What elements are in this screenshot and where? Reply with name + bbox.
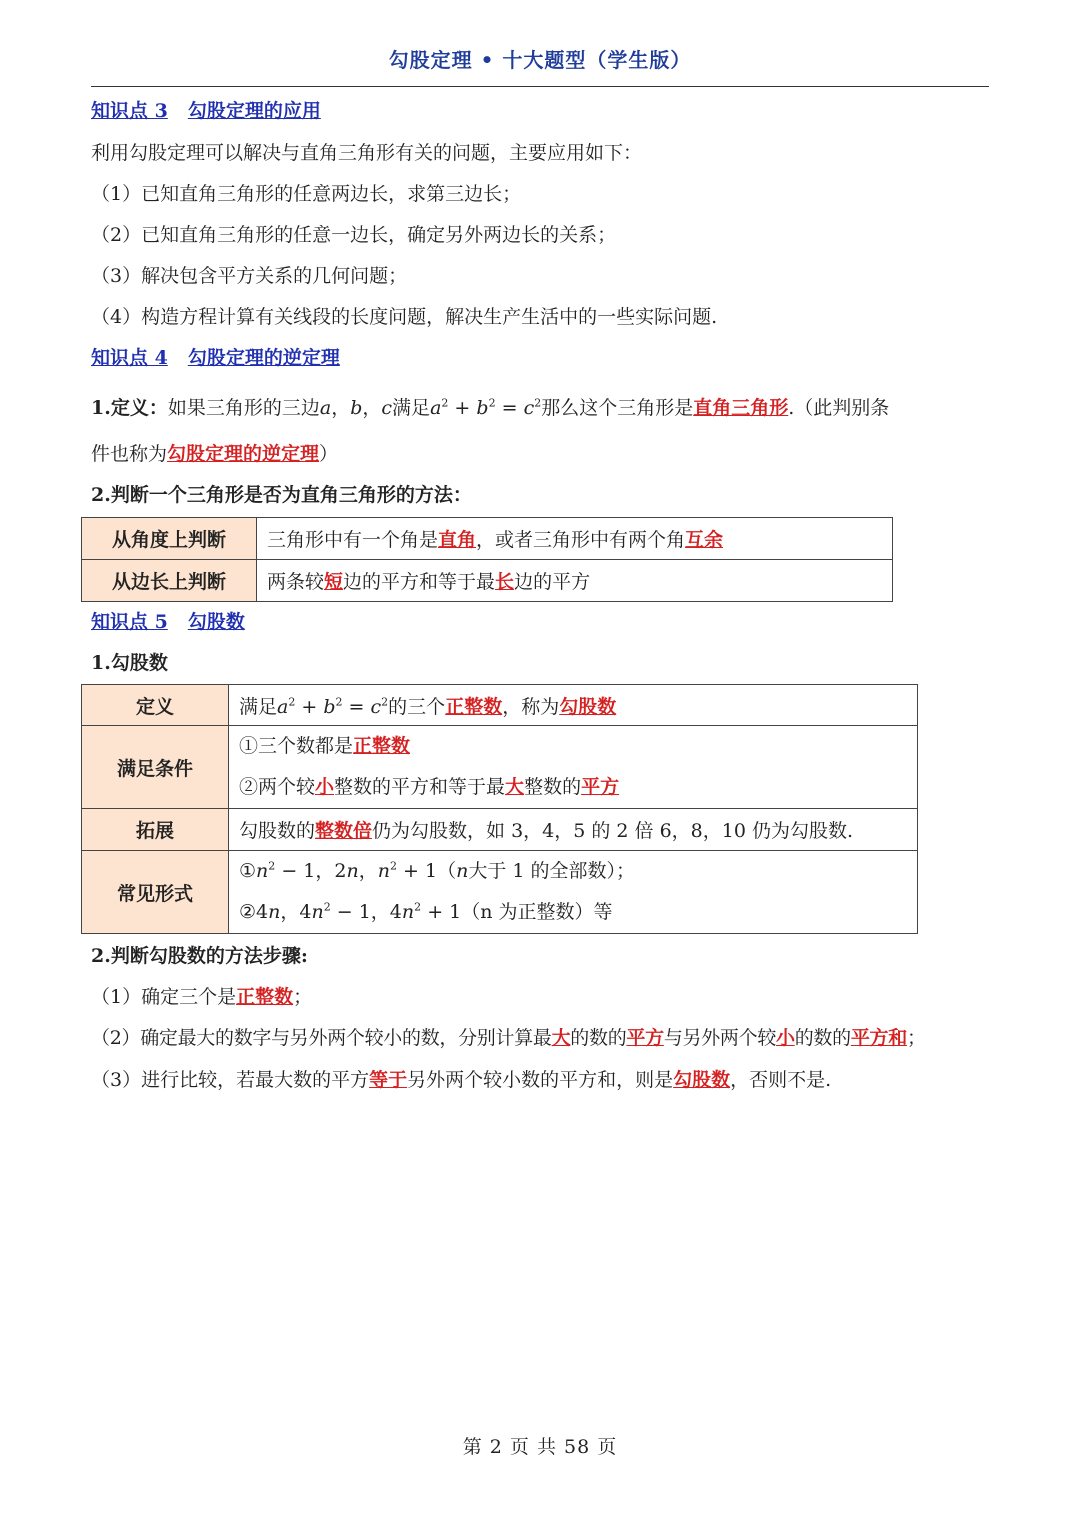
row-content: [229, 685, 918, 726]
cell-text: ，称为: [502, 695, 560, 718]
cell-text: ，: [358, 860, 378, 882]
exponent: 2: [414, 900, 422, 914]
answer-blank: 小: [776, 1027, 795, 1049]
cell-text: 大于 1 的全部数）；: [468, 860, 636, 882]
exponent: 2: [390, 859, 397, 873]
kp4-number: 知识点 4: [91, 347, 168, 369]
answer-blank: 大: [551, 1027, 571, 1049]
kp4-definition-line2: [91, 439, 338, 469]
kp3-item-4: （4）构造方程计算有关线段的长度问题，解决生产生活中的一些实际问题.: [91, 306, 718, 328]
row-label: 常见形式: [82, 851, 229, 934]
exponent: 2: [441, 396, 449, 410]
answer-blank: 互余: [685, 529, 724, 551]
kp4-definition-text: 如果三角形的三边: [167, 397, 320, 419]
answer-blank: 小: [315, 776, 335, 798]
cell-text: ①三个数都是: [239, 735, 354, 757]
answer-converse-theorem: 勾股定理的逆定理: [167, 443, 320, 465]
row-content: [229, 851, 918, 934]
answer-blank: 短: [324, 571, 344, 593]
answer-blank: 勾股数: [673, 1069, 731, 1091]
cell-text: − 1，4: [330, 901, 402, 923]
kp3-item-1: （1）已知直角三角形的任意两边长，求第三边长；: [91, 183, 522, 205]
step-text: 的数的: [570, 1027, 627, 1049]
kp3-intro: 利用勾股定理可以解决与直角三角形有关的问题，主要应用如下：: [91, 142, 643, 164]
kp3-heading: [91, 96, 321, 126]
row-label: 从边长上判断: [82, 560, 257, 602]
row-content: [257, 518, 893, 560]
step-text: ；: [906, 1027, 926, 1049]
answer-blank: 等于: [369, 1069, 408, 1091]
cell-text: 仍为勾股数，如 3，4，5 的 2 倍 6，8，10 仍为勾股数.: [372, 820, 854, 842]
table-row: [82, 851, 918, 934]
table-row: [82, 809, 918, 851]
kp4-definition-text: .（此判别条: [788, 397, 890, 419]
exponent: 2: [488, 396, 496, 410]
row-label: 拓展: [82, 809, 229, 851]
answer-blank: 正整数: [236, 986, 294, 1008]
kp4-definition-label: 1.定义：: [91, 397, 168, 419]
row-content: [229, 726, 918, 809]
kp3-item-2: （2）已知直角三角形的任意一边长，确定另外两边长的关系；: [91, 224, 617, 246]
equals-sign: =: [342, 695, 371, 718]
kp4-title: 勾股定理的逆定理: [187, 347, 340, 369]
cell-text: − 1，2: [275, 860, 347, 882]
form-2: [239, 892, 907, 933]
kp3-title: 勾股定理的应用: [187, 100, 321, 122]
condition-2: [239, 767, 907, 808]
exponent: 2: [335, 695, 343, 709]
answer-blank: 平方: [581, 776, 620, 798]
kp5-step-2: [91, 1023, 926, 1053]
kp4-definition-text: 满足: [392, 397, 431, 419]
row-content: [257, 560, 893, 602]
cell-text: + 1（n 为正整数）等: [421, 901, 613, 923]
plus-sign: +: [295, 695, 324, 718]
cell-text: 整数的: [524, 776, 582, 798]
page-header-title: 勾股定理 • 十大题型（学生版）: [388, 48, 692, 72]
separator: ，: [362, 397, 382, 419]
formula-a: a: [277, 695, 289, 718]
answer-blank: 正整数: [445, 695, 503, 718]
kp3-item-3: （3）解决包含平方关系的几何问题；: [91, 265, 408, 287]
form-1: [239, 851, 907, 892]
var-c: c: [381, 397, 393, 419]
cell-text: 整数的平方和等于最: [334, 776, 506, 798]
table-row: [82, 685, 918, 726]
step-text: 与另外两个较: [663, 1027, 777, 1049]
exponent: 2: [323, 900, 331, 914]
var-b: b: [350, 397, 363, 419]
kp4-definition-text: 那么这个三角形是: [541, 397, 694, 419]
plus-sign: +: [448, 397, 477, 419]
var-n: n: [401, 901, 415, 923]
kp4-judge-title: 2.判断一个三角形是否为直角三角形的方法：: [91, 484, 472, 506]
kp5-pythagorean-table: [81, 684, 918, 934]
step-text: 另外两个较小数的平方和，则是: [407, 1069, 674, 1091]
row-label: 从角度上判断: [82, 518, 257, 560]
kp5-step-3: [91, 1065, 831, 1095]
answer-blank: 大: [505, 776, 525, 798]
answer-blank: 平方: [626, 1027, 664, 1049]
table-row: [82, 560, 893, 602]
formula-b: b: [323, 695, 336, 718]
cell-text: 边的平方和等于最: [343, 571, 496, 593]
step-text: （2）确定最大的数字与另外两个较小的数，分别计算最: [91, 1027, 552, 1049]
cell-text: 三角形中有一个角是: [267, 529, 439, 551]
exponent: 2: [288, 695, 296, 709]
cell-text: ②两个较: [239, 776, 316, 798]
kp5-heading: [91, 607, 245, 637]
kp4-heading: [91, 343, 340, 373]
formula-b: b: [476, 397, 489, 419]
cell-text: 边的平方: [514, 571, 591, 593]
answer-blank: 正整数: [353, 735, 411, 757]
page-footer: 第 2 页 共 58 页: [462, 1436, 618, 1458]
step-text: ，否则不是.: [730, 1069, 832, 1091]
kp4-judge-table: [81, 517, 893, 602]
separator: ，: [331, 397, 351, 419]
table-row: [82, 518, 893, 560]
var-n: n: [346, 860, 359, 882]
condition-1: [239, 726, 907, 767]
cell-text: 两条较: [267, 571, 325, 593]
cell-text: ，4: [280, 901, 312, 923]
answer-blank: 长: [495, 571, 515, 593]
kp4-definition-text: 件也称为: [91, 443, 168, 465]
var-n: n: [377, 860, 390, 882]
cell-text: 满足: [239, 695, 278, 718]
cell-text: ①: [239, 860, 257, 882]
row-content: [229, 809, 918, 851]
answer-blank: 整数倍: [315, 820, 373, 842]
kp5-title: 勾股数: [187, 611, 245, 633]
header-divider: [91, 86, 989, 87]
table-row: [82, 726, 918, 809]
exponent: 2: [381, 695, 389, 709]
cell-text: ②4: [239, 901, 269, 923]
cell-text: + 1（: [397, 860, 457, 882]
step-text: ；: [293, 986, 313, 1008]
var-n: n: [456, 860, 469, 882]
var-a: a: [319, 397, 332, 419]
formula-c: c: [370, 695, 382, 718]
answer-blank: 勾股数: [559, 695, 617, 718]
kp3-number: 知识点 3: [91, 100, 168, 122]
row-label: 定义: [82, 685, 229, 726]
var-n: n: [311, 901, 324, 923]
cell-text: ，或者三角形中有两个角: [476, 529, 686, 551]
kp5-step-1: [91, 982, 312, 1012]
step-text: 的数的: [794, 1027, 851, 1049]
cell-text: 的三个: [388, 695, 446, 718]
kp4-definition-line1: [91, 393, 889, 423]
answer-blank: 直角: [438, 529, 477, 551]
row-label: 满足条件: [82, 726, 229, 809]
var-n: n: [268, 901, 281, 923]
answer-right-triangle: 直角三角形: [693, 397, 789, 419]
exponent: 2: [268, 859, 276, 873]
exponent: 2: [534, 396, 542, 410]
formula-a: a: [430, 397, 442, 419]
kp4-definition-text: ）: [319, 443, 339, 465]
formula-c: c: [523, 397, 535, 419]
step-text: （3）进行比较，若最大数的平方: [91, 1069, 370, 1091]
kp5-subtitle-2: 2.判断勾股数的方法步骤:: [91, 945, 308, 967]
step-text: （1）确定三个是: [91, 986, 237, 1008]
answer-blank: 平方和: [850, 1027, 907, 1049]
kp5-number: 知识点 5: [91, 611, 168, 633]
var-n: n: [256, 860, 269, 882]
cell-text: 勾股数的: [239, 820, 316, 842]
equals-sign: =: [495, 397, 524, 419]
kp5-subtitle-1: 1.勾股数: [91, 652, 168, 674]
